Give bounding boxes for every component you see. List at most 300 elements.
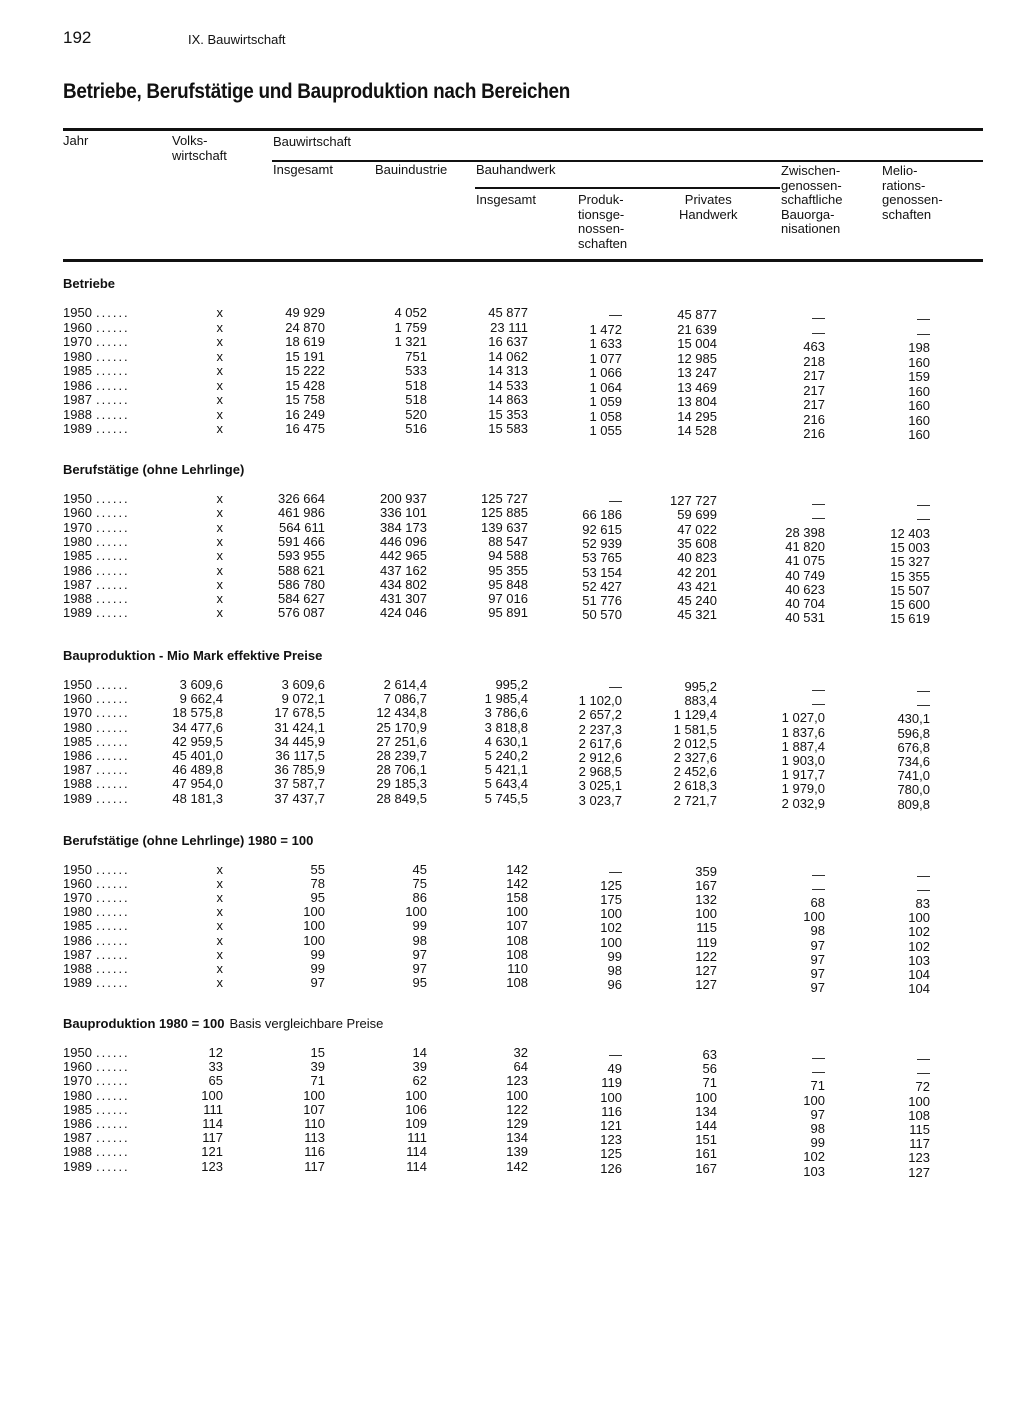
value-cell: — — [917, 683, 930, 698]
header-bauindustrie: Bauindustrie — [375, 162, 448, 177]
leader-dots: ...... — [96, 1116, 130, 1131]
value-cell: 1 917,7 — [781, 767, 825, 783]
value-cell: 5 240,2 — [484, 748, 528, 763]
section-title-note: Basis vergleichbare Preise — [229, 1016, 384, 1031]
value-cell: 122 — [506, 1101, 528, 1117]
leader-dots: ...... — [96, 305, 130, 320]
value-cell: 41 075 — [785, 553, 825, 569]
value-cell: 15 191 — [285, 348, 325, 364]
table-row — [0, 348, 1024, 370]
value-cell: 1 979,0 — [781, 781, 825, 797]
value-cell: 36 785,9 — [274, 762, 325, 778]
year-cell: 1986 — [63, 562, 92, 578]
value-cell: 18 575,8 — [172, 705, 223, 721]
year-cell: 1970 — [63, 334, 92, 349]
value-cell: 15 507 — [890, 582, 930, 598]
header-zwischen-line: schaftliche — [781, 192, 843, 207]
leader-dots: ...... — [96, 1073, 130, 1089]
value-cell: 576 087 — [278, 605, 325, 621]
value-cell: — — [812, 682, 825, 697]
value-cell: 103 — [908, 952, 930, 968]
value-cell: 15 — [310, 1045, 325, 1060]
leader-dots: ...... — [96, 960, 130, 976]
table-row — [0, 1045, 1024, 1066]
value-cell: 2 721,7 — [673, 792, 717, 808]
value-cell: x — [216, 334, 223, 349]
leader-dots: ...... — [96, 1101, 130, 1117]
value-cell: 108 — [506, 932, 528, 948]
table-row — [0, 319, 1024, 341]
value-cell: 100 — [201, 1087, 223, 1103]
value-cell: 520 — [405, 406, 427, 422]
value-cell: 106 — [405, 1101, 427, 1117]
value-cell: 463 — [803, 339, 825, 354]
table-row — [0, 392, 1024, 413]
value-cell: 1 759 — [394, 319, 427, 335]
header-zwischen-line: nisationen — [781, 221, 841, 236]
value-cell: 45 — [412, 862, 427, 877]
value-cell: 1 055 — [589, 423, 622, 438]
value-cell: 218 — [803, 353, 825, 369]
value-cell: 161 — [695, 1146, 717, 1162]
value-cell: 95 — [412, 974, 427, 990]
value-cell: 809,8 — [897, 796, 930, 812]
table-row — [0, 1158, 1024, 1180]
value-cell: 71 — [810, 1078, 825, 1094]
value-cell: 114 — [406, 1158, 427, 1174]
value-cell: 31 424,1 — [274, 719, 325, 735]
leader-dots: ...... — [96, 1144, 130, 1160]
value-cell: 518 — [405, 377, 427, 393]
value-cell: 37 587,7 — [274, 776, 325, 792]
year-cell: 1987 — [63, 392, 92, 407]
leader-dots: ...... — [96, 562, 130, 578]
value-cell: 5 421,1 — [484, 762, 528, 778]
value-cell: 216 — [803, 411, 825, 427]
value-cell: 100 — [803, 1092, 825, 1108]
value-cell: 2 012,5 — [673, 735, 717, 751]
value-cell: 100 — [405, 904, 427, 920]
leader-dots: ...... — [96, 319, 130, 335]
year-cell: 1985 — [63, 548, 92, 564]
value-cell: 16 637 — [488, 334, 528, 349]
value-cell: 110 — [507, 960, 528, 976]
value-cell: 117 — [909, 1136, 930, 1152]
year-cell: 1980 — [63, 533, 92, 549]
header-jahr: Jahr — [63, 133, 89, 148]
value-cell: — — [917, 1051, 930, 1066]
header-produktions-line: Produk- — [578, 192, 624, 207]
header-produktions-line: nossen- — [578, 221, 625, 236]
value-cell: 14 533 — [488, 377, 528, 393]
value-cell: 99 — [310, 946, 325, 962]
value-cell: 71 — [702, 1075, 717, 1091]
value-cell: 2 452,6 — [673, 764, 717, 780]
value-cell: — — [917, 882, 930, 898]
leader-dots: ...... — [96, 1059, 130, 1075]
year-cell: 1960 — [63, 319, 92, 335]
value-cell: — — [917, 311, 930, 326]
value-cell: 115 — [696, 920, 717, 936]
value-cell: 3 818,8 — [484, 719, 528, 735]
year-cell: 1960 — [63, 876, 92, 892]
header-melio-line: schaften — [882, 206, 932, 222]
value-cell: 516 — [405, 421, 427, 436]
value-cell: x — [216, 904, 223, 920]
value-cell: 102 — [803, 1149, 825, 1165]
section-title — [63, 276, 115, 291]
value-cell: 29 185,3 — [376, 776, 427, 792]
value-cell: 15 758 — [285, 392, 325, 407]
leader-dots: ...... — [96, 748, 130, 763]
value-cell: 2 032,9 — [781, 795, 825, 811]
value-cell: 97 — [810, 979, 825, 995]
value-cell: 50 570 — [582, 607, 622, 623]
value-cell: 46 489,8 — [172, 762, 223, 778]
leader-dots: ...... — [96, 392, 130, 407]
value-cell: 9 072,1 — [281, 691, 325, 707]
value-cell: 104 — [908, 966, 930, 982]
value-cell: 593 955 — [278, 548, 325, 564]
value-cell: 1 064 — [589, 379, 622, 395]
value-cell: 424 046 — [380, 605, 427, 621]
leader-dots: ...... — [96, 776, 130, 792]
value-cell: 28 398 — [785, 524, 825, 540]
year-cell: 1960 — [63, 505, 92, 521]
value-cell: 3 786,6 — [484, 705, 528, 721]
leader-dots: ...... — [96, 1130, 130, 1146]
value-cell: 45 321 — [677, 607, 717, 623]
value-cell: 97 — [810, 951, 825, 967]
value-cell: 100 — [600, 1089, 622, 1105]
value-cell: — — [917, 868, 930, 883]
value-cell: 40 531 — [785, 610, 825, 626]
value-cell: 114 — [202, 1116, 223, 1131]
value-cell: 1 472 — [589, 321, 622, 337]
value-cell: 142 — [506, 1158, 528, 1174]
value-cell: 198 — [908, 340, 930, 355]
year-cell: 1960 — [63, 691, 92, 707]
table-row — [0, 377, 1024, 399]
leader-dots: ...... — [96, 421, 130, 436]
leader-dots: ...... — [96, 974, 130, 990]
value-cell: 23 111 — [490, 319, 528, 335]
value-cell: 127 — [695, 976, 717, 992]
value-cell: 116 — [304, 1144, 325, 1160]
value-cell: x — [216, 946, 223, 962]
table-row — [0, 421, 1024, 442]
value-cell: 95 848 — [488, 576, 528, 592]
leader-dots: ...... — [96, 691, 130, 707]
value-cell: 2 912,6 — [578, 750, 622, 765]
value-cell: 437 162 — [380, 562, 427, 578]
value-cell: 111 — [203, 1101, 223, 1117]
value-cell: x — [216, 505, 223, 521]
value-cell: x — [216, 576, 223, 592]
value-cell: 442 965 — [380, 548, 427, 564]
leader-dots: ...... — [96, 406, 130, 422]
value-cell: 40 623 — [785, 581, 825, 597]
header-volkswirtschaft — [172, 134, 227, 163]
value-cell: 43 421 — [677, 578, 717, 594]
value-cell: 160 — [908, 427, 930, 442]
value-cell: 97 — [810, 965, 825, 981]
value-cell: 14 — [412, 1045, 427, 1060]
value-cell: 98 — [810, 1121, 825, 1136]
value-cell: 95 — [310, 890, 325, 906]
value-cell: 102 — [600, 920, 622, 936]
value-cell: 586 780 — [278, 576, 325, 592]
section-title-text: Bauproduktion 1980 = 100 — [63, 1016, 225, 1031]
value-cell: 88 547 — [488, 533, 528, 549]
table-row — [0, 748, 1024, 769]
table-row — [0, 406, 1024, 428]
value-cell: 28 239,7 — [376, 748, 427, 763]
value-cell: x — [216, 491, 223, 506]
year-cell: 1987 — [63, 946, 92, 962]
value-cell: — — [917, 325, 930, 341]
value-cell: 17 678,5 — [274, 705, 325, 721]
value-cell: 1 903,0 — [781, 753, 825, 768]
year-cell: 1980 — [63, 1087, 92, 1103]
value-cell: 95 355 — [488, 562, 528, 578]
value-cell: 100 — [908, 910, 930, 926]
value-cell: — — [917, 511, 930, 527]
leader-dots: ...... — [96, 762, 130, 778]
leader-dots: ...... — [96, 591, 130, 607]
header-meliorationsgenossenschaften — [882, 164, 943, 222]
value-cell: 103 — [803, 1163, 825, 1179]
year-cell: 1970 — [63, 705, 92, 721]
year-cell: 1986 — [63, 932, 92, 948]
value-cell: 125 — [600, 1146, 622, 1162]
value-cell: 47 022 — [677, 521, 717, 537]
value-cell: 108 — [506, 974, 528, 990]
value-cell: 142 — [506, 876, 528, 892]
value-cell: 15 583 — [488, 421, 528, 436]
value-cell: 127 727 — [670, 493, 717, 508]
value-cell: 1 027,0 — [781, 710, 825, 726]
value-cell: 99 — [412, 918, 427, 934]
value-cell: 39 — [412, 1059, 427, 1075]
value-cell: 175 — [600, 892, 622, 908]
value-cell: — — [917, 497, 930, 512]
value-cell: 12 434,8 — [376, 705, 427, 721]
value-cell: 28 849,5 — [376, 790, 427, 806]
value-cell: 40 704 — [785, 596, 825, 612]
value-cell: 42 201 — [677, 564, 717, 580]
year-cell: 1980 — [63, 719, 92, 735]
year-cell: 1950 — [63, 677, 92, 692]
leader-dots: ...... — [96, 862, 130, 877]
section-title — [63, 648, 322, 663]
value-cell: 167 — [695, 878, 717, 894]
value-cell: 430,1 — [897, 711, 930, 727]
value-cell: 100 — [908, 1093, 930, 1109]
value-cell: 336 101 — [380, 505, 427, 521]
leader-dots: ...... — [96, 334, 130, 349]
header-privates-line: Handwerk — [679, 206, 738, 222]
value-cell: 167 — [695, 1160, 717, 1176]
value-cell: 107 — [506, 918, 528, 934]
value-cell: 7 086,7 — [383, 691, 427, 707]
value-cell: 100 — [695, 906, 717, 922]
value-cell: 14 313 — [488, 363, 528, 378]
value-cell: x — [216, 363, 223, 378]
leader-dots: ...... — [96, 533, 130, 549]
value-cell: 2 618,3 — [673, 778, 717, 794]
value-cell: 15 428 — [285, 377, 325, 393]
value-cell: 741,0 — [897, 768, 930, 784]
year-cell: 1985 — [63, 733, 92, 749]
value-cell: 9 662,4 — [179, 691, 223, 707]
value-cell: 15 619 — [890, 611, 930, 627]
value-cell: 102 — [908, 938, 930, 954]
value-cell: 127 — [695, 962, 717, 978]
value-cell: x — [216, 548, 223, 564]
leader-dots: ...... — [96, 548, 130, 564]
value-cell: 1 887,4 — [781, 738, 825, 754]
value-cell: 139 — [506, 1144, 528, 1160]
value-cell: 41 820 — [785, 538, 825, 554]
value-cell: 37 437,7 — [274, 790, 325, 806]
value-cell: — — [917, 697, 930, 713]
value-cell: 132 — [695, 892, 717, 908]
value-cell: x — [216, 591, 223, 607]
value-cell: 144 — [695, 1118, 717, 1133]
value-cell: 14 062 — [488, 348, 528, 364]
value-cell: 461 986 — [278, 505, 325, 521]
value-cell: 160 — [908, 398, 930, 413]
leader-dots: ...... — [96, 733, 130, 749]
leader-dots: ...... — [96, 932, 130, 948]
value-cell: 42 959,5 — [172, 733, 223, 749]
year-cell: 1989 — [63, 790, 92, 806]
value-cell: 15 355 — [890, 568, 930, 584]
value-cell: — — [812, 696, 825, 712]
year-cell: 1988 — [63, 591, 92, 607]
header-melio-line: Melio- — [882, 163, 918, 178]
year-cell: 1989 — [63, 1158, 92, 1174]
year-cell: 1987 — [63, 762, 92, 778]
value-cell: 160 — [908, 354, 930, 370]
value-cell: 2 657,2 — [578, 707, 622, 723]
value-cell: — — [812, 1050, 825, 1065]
value-cell: 14 863 — [488, 392, 528, 407]
header-zwischen-line: genossen- — [781, 177, 842, 193]
value-cell: x — [216, 890, 223, 906]
header-privates-handwerk — [679, 193, 738, 222]
value-cell: 27 251,6 — [376, 733, 427, 749]
value-cell: 14 528 — [677, 423, 717, 438]
value-cell: x — [216, 876, 223, 892]
year-cell: 1989 — [63, 421, 92, 436]
value-cell: 108 — [506, 946, 528, 962]
value-cell: — — [812, 310, 825, 325]
value-cell: 121 — [201, 1144, 223, 1160]
value-cell: 123 — [908, 1150, 930, 1166]
value-cell: 66 186 — [582, 507, 622, 523]
value-cell: 200 937 — [380, 491, 427, 506]
value-cell: 3 609,6 — [281, 677, 325, 692]
value-cell: 25 170,9 — [376, 719, 427, 735]
year-cell: 1980 — [63, 904, 92, 920]
year-cell: 1985 — [63, 363, 92, 378]
value-cell: — — [812, 510, 825, 526]
value-cell: 48 181,3 — [172, 790, 223, 806]
value-cell: 83 — [915, 896, 930, 912]
value-cell: 2 327,6 — [673, 750, 717, 765]
value-cell: 64 — [513, 1059, 528, 1075]
value-cell: 1 837,6 — [781, 724, 825, 740]
table-row — [0, 1116, 1024, 1137]
value-cell: 53 154 — [582, 564, 622, 580]
value-cell: 126 — [600, 1160, 622, 1176]
leader-dots: ...... — [96, 890, 130, 906]
year-cell: 1985 — [63, 918, 92, 934]
value-cell: 96 — [607, 976, 622, 992]
value-cell: 100 — [695, 1089, 717, 1105]
year-cell: 1950 — [63, 305, 92, 320]
table-row — [0, 363, 1024, 384]
value-cell: x — [216, 406, 223, 422]
value-cell: x — [216, 305, 223, 320]
value-cell: 564 611 — [278, 519, 325, 535]
leader-dots: ...... — [96, 576, 130, 592]
value-cell: 110 — [304, 1116, 325, 1131]
year-cell: 1989 — [63, 605, 92, 621]
value-cell: 15 222 — [285, 363, 325, 378]
value-cell: 55 — [310, 862, 325, 877]
value-cell: 431 307 — [380, 591, 427, 607]
value-cell: 24 870 — [285, 319, 325, 335]
year-cell: 1950 — [63, 862, 92, 877]
value-cell: 86 — [412, 890, 427, 906]
year-cell: 1986 — [63, 748, 92, 763]
year-cell: 1970 — [63, 519, 92, 535]
value-cell: 5 643,4 — [484, 776, 528, 792]
value-cell: x — [216, 605, 223, 621]
value-cell: 56 — [702, 1061, 717, 1077]
value-cell: x — [216, 392, 223, 407]
value-cell: x — [216, 533, 223, 549]
value-cell: 116 — [601, 1103, 622, 1119]
value-cell: 97 — [310, 974, 325, 990]
value-cell: 14 295 — [677, 408, 717, 424]
value-cell: 100 — [600, 934, 622, 950]
value-cell: 15 004 — [677, 336, 717, 351]
leader-dots: ...... — [96, 705, 130, 721]
year-cell: 1980 — [63, 348, 92, 364]
value-cell: 121 — [600, 1118, 622, 1133]
year-cell: 1985 — [63, 1101, 92, 1117]
value-cell: 158 — [506, 890, 528, 906]
value-cell: 18 619 — [285, 334, 325, 349]
value-cell: 98 — [412, 932, 427, 948]
year-cell: 1970 — [63, 1073, 92, 1089]
header-zwischen-line: Zwischen- — [781, 163, 841, 178]
value-cell: 217 — [803, 397, 825, 412]
value-cell: 518 — [405, 392, 427, 407]
header-bauhandwerk-insgesamt: Insgesamt — [476, 192, 536, 207]
value-cell: 39 — [310, 1059, 325, 1075]
table-row — [0, 974, 1024, 996]
value-cell: 113 — [304, 1130, 325, 1146]
chapter-heading: IX. Bauwirtschaft — [188, 32, 286, 47]
value-cell: 104 — [908, 980, 930, 996]
value-cell: 4 052 — [394, 305, 427, 320]
value-cell: 100 — [405, 1087, 427, 1103]
